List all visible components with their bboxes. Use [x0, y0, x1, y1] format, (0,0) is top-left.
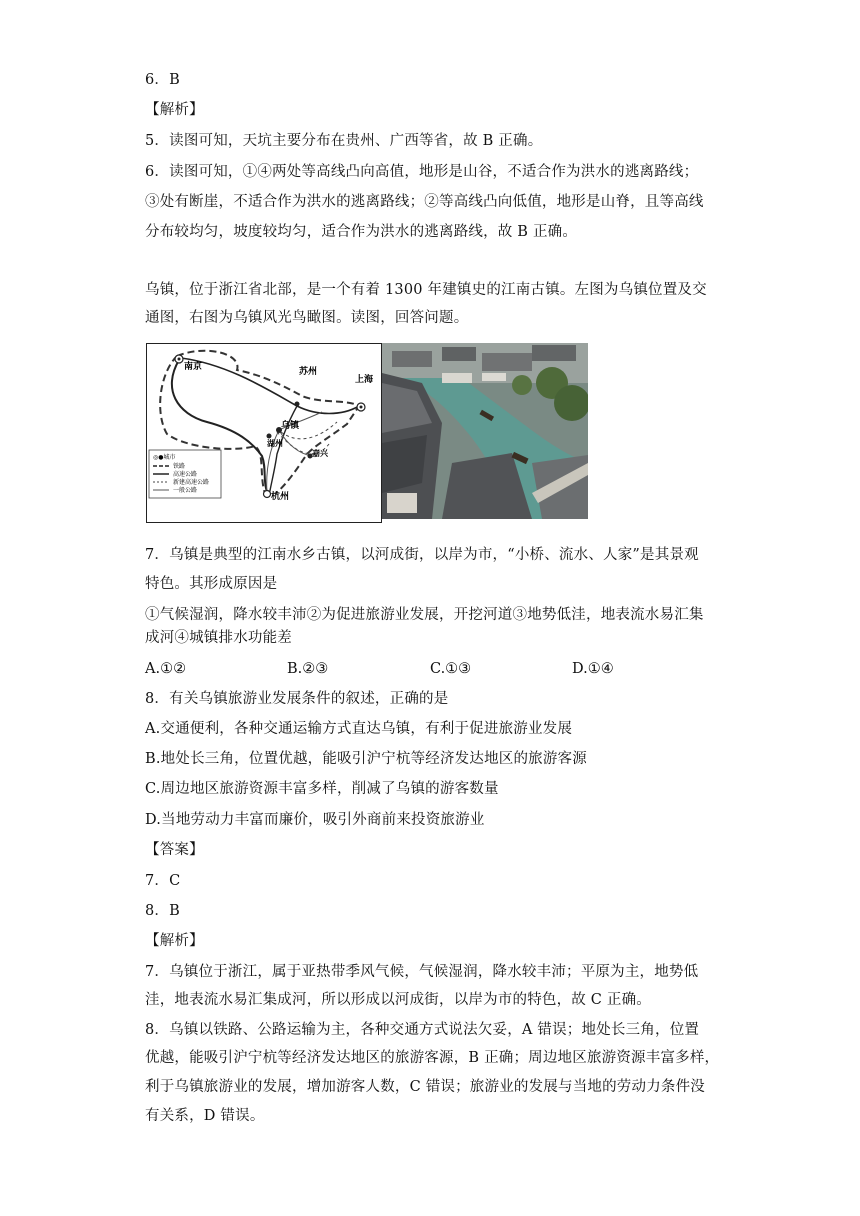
analysis-heading-2: 【解析】 [145, 933, 204, 949]
analysis-6-line2: ③处有断崖，不适合作为洪水的逃离路线；②等高线凸向低值，地形是山脊，且等高线 [145, 194, 704, 210]
legend-city: ◎●城市 [153, 454, 176, 461]
wuzhen-location-map [146, 343, 382, 523]
map-label-suzhou: 苏州 [299, 367, 318, 377]
map-label-wuzhen: 乌镇 [281, 421, 300, 431]
analysis-8-line3: 利于乌镇旅游业的发展，增加游客人数，C 错误；旅游业的发展与当地的劳动力条件没 [145, 1079, 706, 1095]
legend-new-expressway: 新建高速公路 [173, 479, 210, 486]
map-label-huzhou: 湖州 [267, 439, 283, 448]
q7-line4: 成河④城镇排水功能差 [145, 630, 292, 646]
q7-option-b: B.②③ [287, 661, 329, 677]
wuzhen-figure [146, 343, 590, 523]
legend-expressway: 高速公路 [173, 471, 198, 478]
q7-option-a: A.①② [145, 661, 187, 677]
map-label-jiaxing: 嘉兴 [312, 449, 328, 458]
analysis-5: 5．读图可知，天坑主要分布在贵州、广西等省，故 B 正确。 [145, 133, 543, 149]
q8-option-a: A.交通便利，各种交通运输方式直达乌镇，有利于促进旅游业发展 [145, 721, 573, 737]
q7-option-d: D.①④ [572, 661, 614, 677]
analysis-6-line3: 分布较均匀，坡度较均匀，适合作为洪水的逃离路线，故 B 正确。 [145, 224, 578, 240]
legend-road: 一般公路 [173, 487, 198, 494]
q7-line3: ①气候湿润，降水较丰沛②为促进旅游业发展，开挖河道③地势低洼，地表流水易汇集 [145, 607, 704, 623]
analysis-heading: 【解析】 [145, 102, 204, 118]
q8-option-c: C.周边地区旅游资源丰富多样，削减了乌镇的游客数量 [145, 781, 499, 797]
q7-line2: 特色。其形成原因是 [145, 576, 278, 592]
map-label-shanghai: 上海 [355, 375, 374, 385]
intro-line1: 乌镇，位于浙江省北部，是一个有着 1300 年建镇史的江南古镇。左图为乌镇位置及交 [145, 282, 707, 298]
q7-option-c: C.①③ [430, 661, 472, 677]
analysis-8-line2: 优越，能吸引沪宁杭等经济发达地区的旅游客源，B 正确；周边地区旅游资源丰富多样， [145, 1050, 720, 1066]
analysis-7-line2: 洼，地表流水易汇集成河，所以形成以河成街，以岸为市的特色，故 C 正确。 [145, 992, 652, 1008]
analysis-6-line1: 6．读图可知，①④两处等高线凸向高值，地形是山谷，不适合作为洪水的逃离路线； [145, 164, 699, 180]
legend-railway: 铁路 [173, 463, 186, 470]
answer-7: 7．C [145, 873, 181, 889]
q8-stem: 8．有关乌镇旅游业发展条件的叙述，正确的是 [145, 691, 449, 707]
analysis-7-line1: 7．乌镇位于浙江，属于亚热带季风气候，气候湿润，降水较丰沛；平原为主，地势低 [145, 964, 699, 980]
answer-line-6: 6．B [145, 72, 180, 88]
wuzhen-aerial-photo [382, 343, 588, 519]
answer-heading: 【答案】 [145, 842, 204, 858]
q8-option-d: D.当地劳动力丰富而廉价，吸引外商前来投资旅游业 [145, 812, 485, 828]
map-label-nanjing: 南京 [184, 362, 203, 372]
map-label-hangzhou: 杭州 [271, 492, 290, 502]
analysis-8-line4: 有关系，D 错误。 [145, 1108, 265, 1124]
answer-8: 8．B [145, 903, 180, 919]
q7-line1: 7．乌镇是典型的江南水乡古镇，以河成街，以岸为市，“小桥、流水、人家”是其景观 [145, 547, 699, 563]
map-drawing [147, 344, 381, 522]
intro-line2: 通图，右图为乌镇风光鸟瞰图。读图，回答问题。 [145, 310, 469, 326]
analysis-8-line1: 8．乌镇以铁路、公路运输为主，各种交通方式说法欠妥，A 错误；地处长三角，位置 [145, 1022, 700, 1038]
q8-option-b: B.地处长三角，位置优越，能吸引沪宁杭等经济发达地区的旅游客源 [145, 751, 587, 767]
